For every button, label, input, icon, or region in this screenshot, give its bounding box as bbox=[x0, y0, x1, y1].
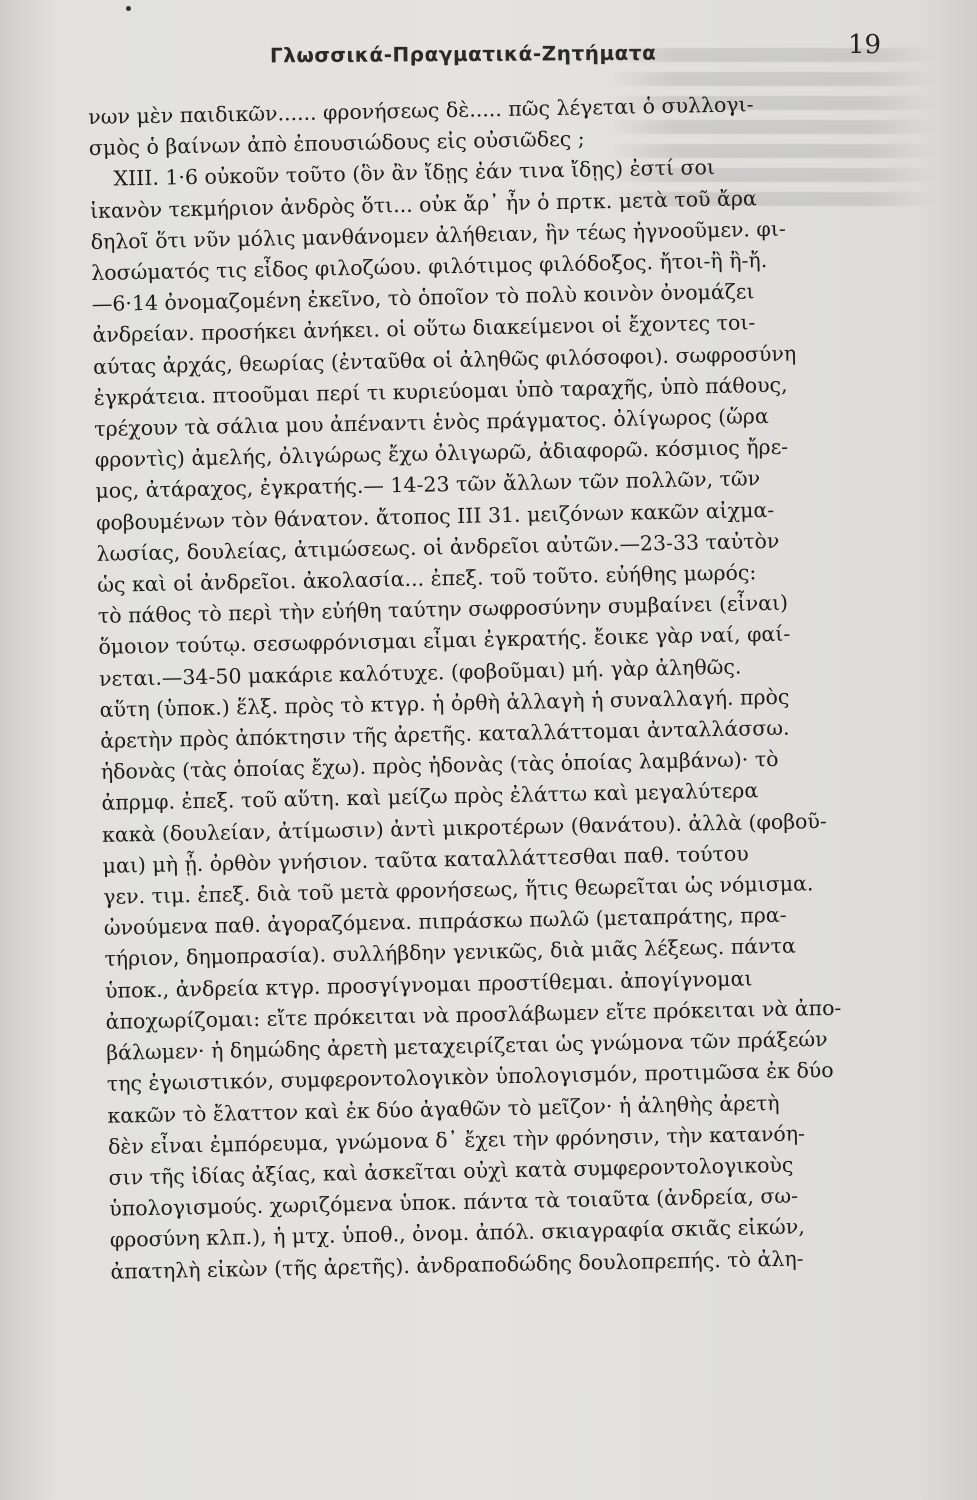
text-line: της ἐγωιστικόν, συμφεροντολογικὸν ὑπολογισμόν, προτιμῶσα ἐκ δύο bbox=[106, 1058, 834, 1097]
text-line: ἐγκράτεια. πτοοῦμαι περί τι κυριεύομαι ὑπὸ ταραχῆς, ὑπὸ πάθους, bbox=[93, 372, 788, 410]
text-line: φοβουμένων τὸν θάνατον. ἄτοπος III 31. μειζόνων κακῶν αἰχμα- bbox=[95, 497, 775, 535]
text-line: δὲν εἶναι ἐμπόρευμα, γνώμονα δ᾽ ἔχει τὴν φρόνησιν, τὴν κατανόη- bbox=[107, 1121, 806, 1159]
page-number: 19 bbox=[848, 30, 882, 60]
text-line: δηλοῖ ὅτι νῦν μόλις μανθάνομεν ἀλήθειαν, ἣν τέως ἠγνοοῦμεν. φι- bbox=[90, 216, 786, 254]
text-line: κακῶν τὸ ἔλαττον καὶ ἐκ δύο ἀγαθῶν τὸ μεῖζον· ἡ ἀληθὴς ἀρετὴ bbox=[107, 1090, 780, 1128]
text-line: νεται.—34-50 μακάριε καλότυχε. (φοβοῦμαι) μή. γὰρ ἀληθῶς. bbox=[98, 654, 742, 691]
text-line: τρέχουν τὰ σάλια μου ἀπέναντι ἑνὸς πράγματος. ὀλίγωρος (ὥρα bbox=[94, 404, 769, 441]
text-line: —6·14 ὀνομαζομένη ἐκεῖνο, τὸ ὁποῖον τὸ πολὺ κοινὸν ὀνομάζει bbox=[91, 279, 755, 317]
text-line: ἀπατηλὴ εἰκὼν (τῆς ἀρετῆς). ἀνδραποδώδης δουλοπρεπής. τὸ ἀλη- bbox=[110, 1245, 804, 1284]
text-line: σμὸς ὁ βαίνων ἀπὸ ἐπουσιώδους εἰς οὐσιῶδες ; bbox=[88, 126, 585, 161]
text-line: νων μὲν παιδικῶν...... φρονήσεως δὲ..... πῶς λέγεται ὁ συλλογι- bbox=[88, 92, 754, 129]
text-line: ὡς καὶ οἱ ἀνδρεῖοι. ἀκολασία... ἐπεξ. τοῦ τοῦτο. εὐήθης μωρός: bbox=[97, 560, 757, 597]
text-line: τὸ πάθος τὸ περὶ τὴν εὐήθη ταύτην σωφροσύνην συμβαίνει (εἶναι) bbox=[97, 590, 789, 629]
text-line: ἱκανὸν τεκμήριον ἀνδρὸς ὅτι... οὐκ ἄρ᾽ ἦν ὁ πρτκ. μετὰ τοῦ ἄρα bbox=[89, 185, 757, 223]
text-line: ὠνούμενα παθ. ἀγοραζόμενα. πιπράσκω πωλῶ (μεταπράτης, πρα- bbox=[103, 903, 787, 941]
text-line: αύτας ἀρχάς, θεωρίας (ἐνταῦθα οἱ ἀληθῶς φιλόσοφοι). σωφροσύνη bbox=[92, 341, 797, 379]
text-line: μαι) μὴ ᾖ. ὀρθὸν γνήσιον. ταῦτα καταλλάττεσθαι παθ. τούτου bbox=[102, 841, 749, 878]
text-line: σιν τῆς ἰδίας ἀξίας, καὶ ἀσκεῖται οὐχὶ κατὰ συμφεροντολογικοὺς bbox=[108, 1152, 794, 1190]
text-line: λοσώματός τις εἶδος φιλοζώου. φιλότιμος φιλόδοξος. ἤτοι-ἢ ἢ-ἤ. bbox=[91, 248, 768, 285]
text-line: μος, ἀτάραχος, ἐγκρατής.— 14-23 τῶν ἄλλων τῶν πολλῶν, τῶν bbox=[95, 466, 761, 504]
text-line: ὑπολογισμούς. χωριζόμενα ὑποκ. πάντα τὰ τοιαῦτα (ἀνδρεία, σω- bbox=[109, 1183, 799, 1221]
text-line: XIII. 1·6 οὐκοῦν τοῦτο (ὃν ἂν ἴδῃς ἐάν τινα ἴδῃς) ἐστί σοι bbox=[113, 155, 716, 191]
text-line: ἀποχωρίζομαι: εἴτε πρόκειται νὰ προσλάβωμεν εἴτε πρόκειται νὰ ἀπο- bbox=[105, 995, 842, 1034]
text-line: ὅμοιον τούτῳ. σεσωφρόνισμαι εἶμαι ἐγκρατής. ἔοικε γὰρ ναί, φαί- bbox=[98, 622, 791, 660]
text-line: αὕτη (ὑποκ.) ἕλξ. πρὸς τὸ κτγρ. ἡ ὀρθὴ ἀλλαγὴ ἡ συναλλαγή. πρὸς bbox=[99, 684, 790, 722]
text-line: φροντὶς) ἀμελής, ὀλιγώρως ἔχω ὀλιγωρῶ, ἀδιαφορῶ. κόσμιος ἤρε- bbox=[94, 434, 789, 473]
text-line: ἀρετὴν πρὸς ἀπόκτησιν τῆς ἀρετῆς. καταλλάττομαι ἀνταλλάσσω. bbox=[100, 715, 790, 753]
text-line: φροσύνη κλπ.), ἡ μτχ. ὑποθ., ὀνομ. ἀπόλ. σκιαγραφία σκιᾶς εἰκών, bbox=[109, 1214, 805, 1253]
page-header bbox=[0, 30, 977, 70]
commentary-text bbox=[88, 86, 929, 1287]
text-line: βάλωμεν· ἡ δημώδης ἀρετὴ μεταχειρίζεται ὡς γνώμονα τῶν πράξεών bbox=[106, 1027, 828, 1065]
text-line: γεν. τιμ. ἐπεξ. διὰ τοῦ μετὰ φρονήσεως, ἥτις θεωρεῖται ὡς νόμισμα. bbox=[103, 871, 814, 909]
ink-speck bbox=[126, 6, 131, 11]
text-line: ἀπρμφ. ἐπεξ. τοῦ αὕτη. καὶ μείζω πρὸς ἐλάττω καὶ μεγαλύτερα bbox=[101, 778, 759, 816]
text-line: ἡδονὰς (τὰς ὁποίας ἔχω). πρὸς ἡδονὰς (τὰς ὁποίας λαμβάνω)· τὸ bbox=[100, 747, 779, 785]
text-line: ἀνδρείαν. προσήκει ἀνήκει. οἱ οὕτω διακείμενοι οἱ ἔχοντες τοι- bbox=[92, 310, 756, 348]
running-head: Γλωσσικά-Πραγματικά-Ζητήματα bbox=[269, 40, 657, 68]
text-line: λωσίας, δουλείας, ἀτιμώσεως. οἱ ἀνδρεῖοι αὐτῶν.—23-33 ταὐτὸν bbox=[96, 528, 780, 566]
text-line: τήριον, δημοπρασία). συλλήβδην γενικῶς, διὰ μιᾶς λέξεως. πάντα bbox=[104, 934, 796, 972]
text-line: ὑποκ., ἀνδρεία κτγρ. προσγίγνομαι προστίθεμαι. ἀπογίγνομαι bbox=[104, 966, 753, 1003]
text-line: κακὰ (δουλείαν, ἀτίμωσιν) ἀντὶ μικροτέρων (θανάτου). ἀλλὰ (φοβοῦ- bbox=[101, 808, 828, 847]
